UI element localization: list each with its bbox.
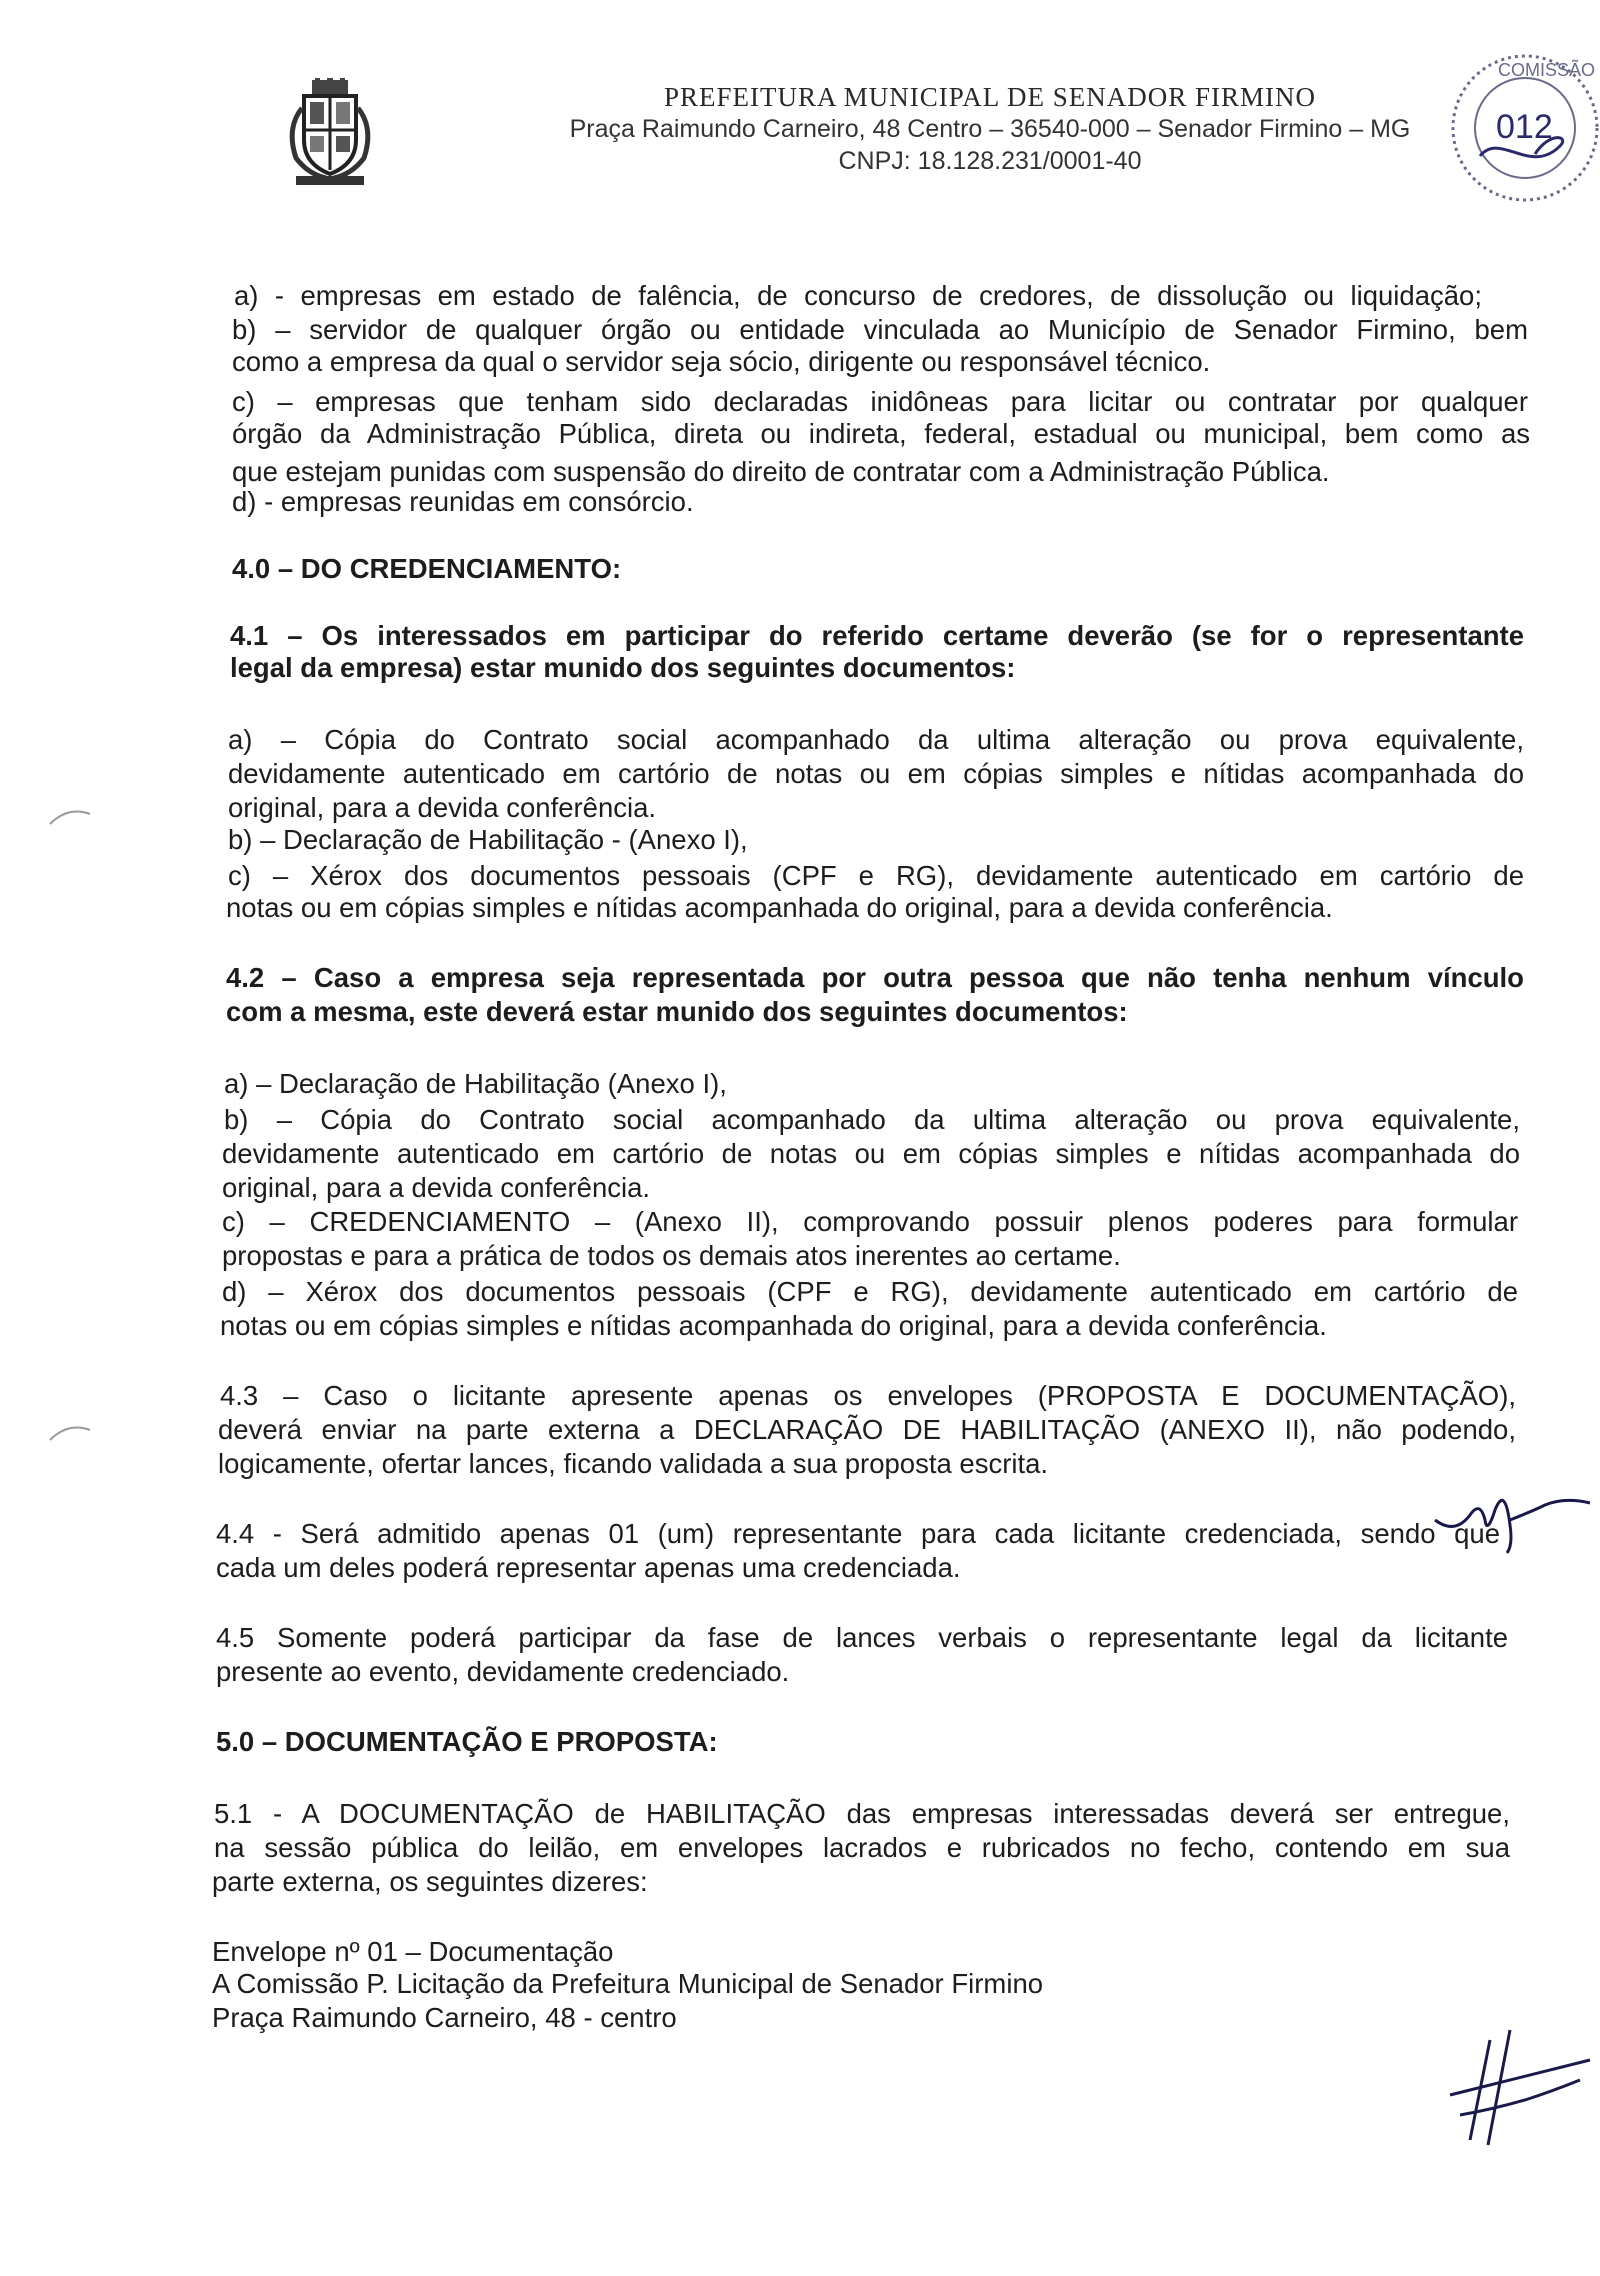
text-line: Envelope nº 01 – Documentação	[212, 1936, 614, 1967]
text-line: b) – servidor de qualquer órgão ou entidade vinculada ao Município de Senador Firmino, bem	[232, 314, 1528, 345]
text-line: d) - empresas reunidas em consórcio.	[232, 486, 694, 517]
text-line: c) – Xérox dos documentos pessoais (CPF e RG), devidamente autenticado em cartório de	[228, 860, 1524, 891]
signature-rubric-icon	[1430, 2020, 1600, 2150]
text-line: b) – Declaração de Habilitação - (Anexo I),	[228, 824, 748, 855]
text-line: notas ou em cópias simples e nítidas acompanhada do original, para a devida conferência.	[220, 1310, 1327, 1341]
text-line: d) – Xérox dos documentos pessoais (CPF e RG), devidamente autenticado em cartório de	[222, 1276, 1518, 1307]
text-line: Praça Raimundo Carneiro, 48 - centro	[212, 2002, 677, 2033]
subsection-heading: com a mesma, este deverá estar munido dos seguintes documentos:	[226, 996, 1128, 1027]
text-line: a) – Declaração de Habilitação (Anexo I),	[224, 1068, 727, 1099]
text-line: presente ao evento, devidamente credenciado.	[216, 1656, 790, 1687]
text-line: 4.4 - Será admitido apenas 01 (um) representante para cada licitante credenciada, sendo que	[216, 1518, 1500, 1549]
text-line: b) – Cópia do Contrato social acompanhado da ultima alteração ou prova equivalente,	[224, 1104, 1520, 1135]
signature-initials-icon	[1425, 1465, 1600, 1555]
text-line: 5.1 - A DOCUMENTAÇÃO de HABILITAÇÃO das empresas interessadas deverá ser entregue,	[214, 1798, 1510, 1829]
text-line: a) – Cópia do Contrato social acompanhado da ultima alteração ou prova equivalente,	[228, 724, 1524, 755]
text-line: original, para a devida conferência.	[222, 1172, 651, 1203]
prefecture-title: PREFEITURA MUNICIPAL DE SENADOR FIRMINO	[663, 82, 1317, 112]
text-line: A Comissão P. Licitação da Prefeitura Municipal de Senador Firmino	[212, 1968, 1044, 1999]
municipal-crest-icon	[282, 78, 378, 186]
stamp-text: COMISSÃO	[1498, 60, 1596, 80]
stamp-number: 012	[1496, 108, 1553, 146]
text-line: devidamente autenticado em cartório de notas ou em cópias simples e nítidas acompanhada do	[222, 1138, 1520, 1169]
text-line: cada um deles poderá representar apenas uma credenciada.	[216, 1552, 961, 1583]
text-line: c) – empresas que tenham sido declaradas inidôneas para licitar ou contratar por qualquer	[232, 386, 1528, 417]
prefecture-cnpj: CNPJ: 18.128.231/0001-40	[838, 147, 1142, 175]
text-line: órgão da Administração Pública, direta ou indireta, federal, estadual ou municipal, bem como as	[232, 418, 1530, 449]
page-mark-icon	[48, 1422, 92, 1442]
page-mark-icon	[48, 806, 92, 826]
commission-stamp-icon	[1430, 36, 1600, 216]
text-line: propostas e para a prática de todos os demais atos inerentes ao certame.	[222, 1240, 1121, 1271]
subsection-heading: 4.1 – Os interessados em participar do referido certame deverão (se for o representante	[230, 620, 1524, 651]
text-line: 4.3 – Caso o licitante apresente apenas os envelopes (PROPOSTA E DOCUMENTAÇÃO),	[220, 1380, 1516, 1411]
text-line: original, para a devida conferência.	[228, 792, 657, 823]
text-line: 4.5 Somente poderá participar da fase de lances verbais o representante legal da licitante	[216, 1622, 1508, 1653]
text-line: parte externa, os seguintes dizeres:	[212, 1866, 648, 1897]
text-line: na sessão pública do leilão, em envelopes lacrados e rubricados no fecho, contendo em sua	[214, 1832, 1510, 1863]
section-heading: 4.0 – DO CREDENCIAMENTO:	[232, 553, 622, 584]
prefecture-address: Praça Raimundo Carneiro, 48 Centro – 36540-000 – Senador Firmino – MG	[569, 115, 1411, 143]
text-line: logicamente, ofertar lances, ficando validada a sua proposta escrita.	[218, 1448, 1049, 1479]
text-line: como a empresa da qual o servidor seja sócio, dirigente ou responsável técnico.	[232, 346, 1211, 377]
text-line: devidamente autenticado em cartório de notas ou em cópias simples e nítidas acompanhada do	[228, 758, 1524, 789]
subsection-heading: 4.2 – Caso a empresa seja representada por outra pessoa que não tenha nenhum vínculo	[226, 962, 1524, 993]
text-line: que estejam punidas com suspensão do direito de contratar com a Administração Pública.	[232, 456, 1330, 487]
text-line: deverá enviar na parte externa a DECLARAÇÃO DE HABILITAÇÃO (ANEXO II), não podendo,	[218, 1414, 1516, 1445]
subsection-heading: legal da empresa) estar munido dos seguintes documentos:	[230, 652, 1016, 683]
text-line: a) - empresas em estado de falência, de concurso de credores, de dissolução ou liquidação;	[234, 280, 1482, 311]
text-line: notas ou em cópias simples e nítidas acompanhada do original, para a devida conferência.	[226, 892, 1333, 923]
text-line: c) – CREDENCIAMENTO – (Anexo II), comprovando possuir plenos poderes para formular	[222, 1206, 1518, 1237]
section-heading: 5.0 – DOCUMENTAÇÃO E PROPOSTA:	[216, 1726, 718, 1757]
